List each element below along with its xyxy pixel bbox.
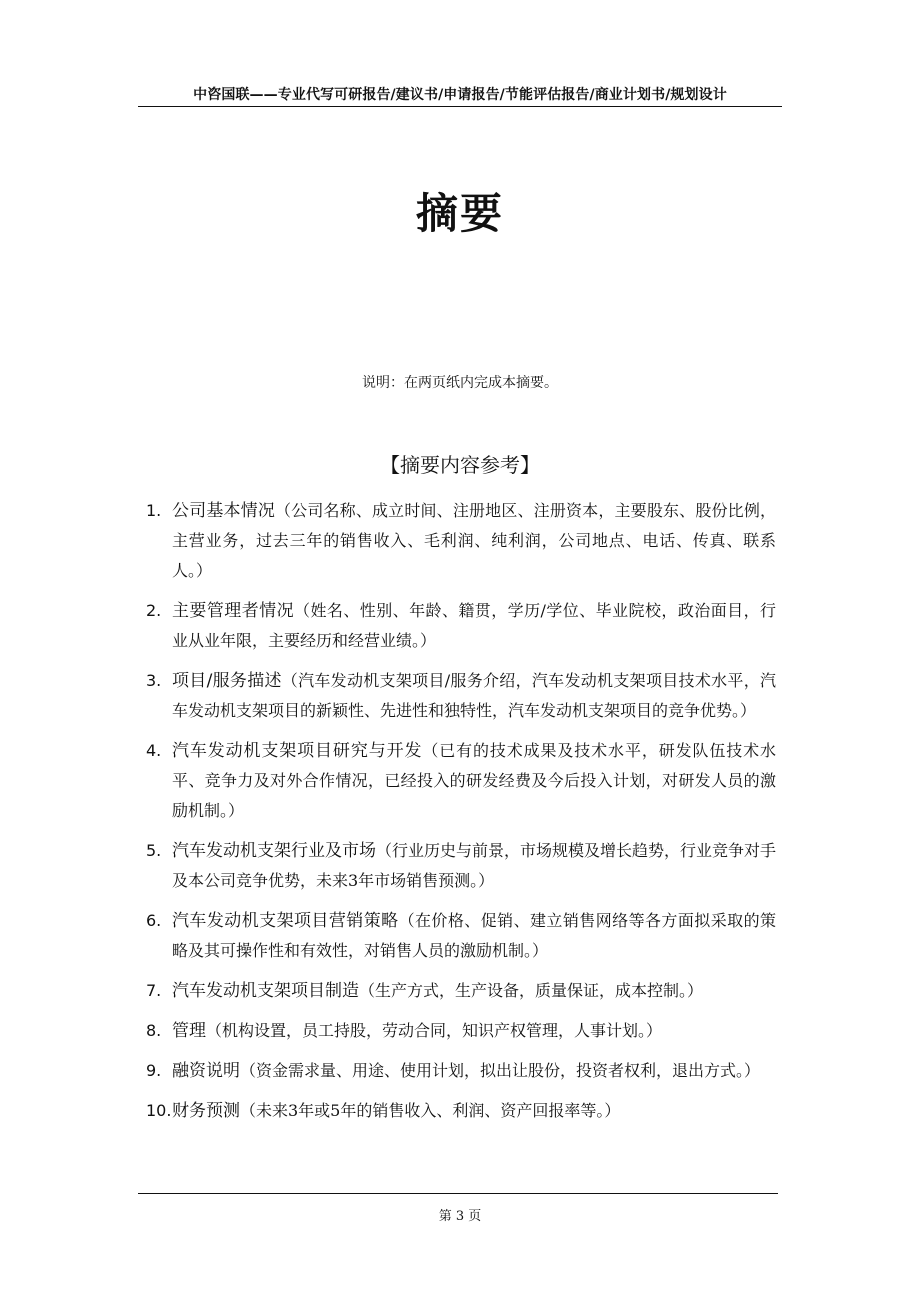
item-title: 汽车发动机支架项目研究与开发: [172, 741, 423, 761]
item-number: 6.: [146, 911, 162, 930]
list-item: [146, 1096, 776, 1126]
list-item: [146, 1016, 776, 1046]
item-title: 融资说明: [172, 1061, 240, 1081]
list-item: [146, 836, 776, 896]
item-title: 公司基本情况: [172, 501, 275, 521]
item-description: （资金需求量、用途、使用计划，拟出让股份，投资者权利，退出方式。）: [240, 1061, 761, 1080]
item-number: 1.: [146, 501, 162, 520]
item-number: 8.: [146, 1021, 162, 1040]
list-item: [146, 496, 776, 586]
list-item: [146, 1056, 776, 1086]
item-description: （在价格、促销、建立销售网络等各方面拟采取的策略及其可操作性和有效性，对销售人员的激励机制。）: [172, 911, 776, 960]
list-item: [146, 976, 776, 1006]
item-title: 管理: [172, 1021, 206, 1041]
footer-divider: [138, 1193, 778, 1194]
section-heading: 【摘要内容参考】: [380, 453, 540, 477]
header-divider: [138, 106, 782, 107]
item-title: 汽车发动机支架项目营销策略: [172, 911, 399, 931]
item-description: （姓名、性别、年龄、籍贯，学历/学位、毕业院校，政治面目，行业从业年限，主要经历和经营业绩。）: [172, 601, 777, 650]
list-item: [146, 596, 776, 656]
item-title: 财务预测: [172, 1101, 240, 1121]
list-item: [146, 736, 776, 826]
content-reference-list: [146, 496, 776, 1136]
item-description: （汽车发动机支架项目/服务介绍，汽车发动机支架项目技术水平，汽车发动机支架项目的新颖性、先进性和独特性，汽车发动机支架项目的竞争优势。）: [172, 671, 776, 720]
item-description: （已有的技术成果及技术水平，研发队伍技术水平、竞争力及对外合作情况，已经投入的研发经费及今后投入计划，对研发人员的激励机制。）: [172, 741, 776, 820]
item-description: （机构设置，员工持股，劳动合同，知识产权管理，人事计划。）: [206, 1021, 663, 1040]
item-title: 汽车发动机支架项目制造: [172, 981, 359, 1001]
item-description: （行业历史与前景，市场规模及增长趋势，行业竞争对手及本公司竞争优势，未来3年市场销售预测。）: [172, 841, 777, 890]
item-description: （公司名称、成立时间、注册地区、注册资本，主要股东、股份比例，主营业务，过去三年的销售收入、毛利润、纯利润，公司地点、电话、传真、联系人。）: [172, 501, 776, 580]
item-title: 项目/服务描述: [172, 671, 282, 691]
item-number: 7.: [146, 981, 162, 1000]
item-number: 10.: [146, 1101, 172, 1120]
item-number: 2.: [146, 601, 162, 620]
item-number: 3.: [146, 671, 162, 690]
item-number: 9.: [146, 1061, 162, 1080]
item-description: （未来3年或5年的销售收入、利润、资产回报率等。）: [240, 1101, 621, 1120]
item-number: 4.: [146, 741, 162, 760]
item-description: （生产方式，生产设备，质量保证，成本控制。）: [359, 981, 704, 1000]
page-header: 中咨国联——专业代写可研报告/建议书/申请报告/节能评估报告/商业计划书/规划设计: [193, 87, 727, 103]
item-number: 5.: [146, 841, 162, 860]
list-item: [146, 666, 776, 726]
instruction-note: 说明：在两页纸内完成本摘要。: [362, 375, 558, 391]
page-number: 第 3 页: [438, 1209, 482, 1224]
item-title: 汽车发动机支架行业及市场: [172, 841, 376, 861]
page-title: 摘要: [415, 189, 504, 238]
list-item: [146, 906, 776, 966]
item-title: 主要管理者情况: [172, 601, 295, 621]
